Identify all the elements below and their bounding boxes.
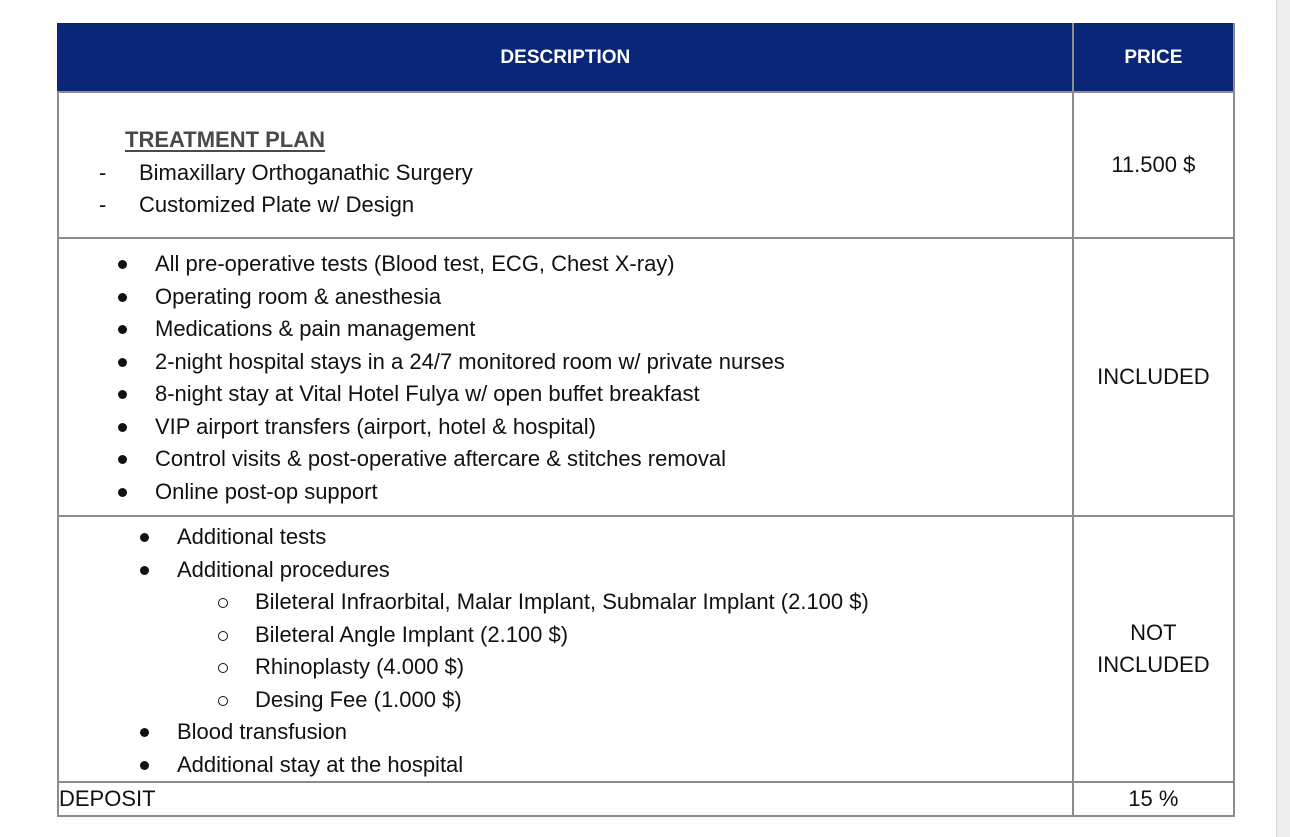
included-row <box>58 238 1234 516</box>
treatment-plan-cell <box>58 92 1073 238</box>
list-item: Operating room & anesthesia <box>155 281 1072 314</box>
not-included-price <box>1073 516 1234 782</box>
not-included-row <box>58 516 1234 782</box>
list-item: VIP airport transfers (airport, hotel & hospital) <box>155 411 1072 444</box>
plan-price: 11.500 $ <box>1073 92 1234 238</box>
treatment-plan-row <box>58 92 1234 238</box>
deposit-value: 15 % <box>1073 782 1234 816</box>
list-item: Additional tests <box>177 521 1072 554</box>
sub-list-item: Desing Fee (1.000 $) <box>255 684 1072 717</box>
not-included-price-line1: NOT <box>1130 620 1177 645</box>
not-included-cell <box>58 516 1073 782</box>
not-included-list <box>59 517 1072 781</box>
list-item: All pre-operative tests (Blood test, ECG, Chest X-ray) <box>155 248 1072 281</box>
list-item: 8-night stay at Vital Hotel Fulya w/ open buffet breakfast <box>155 378 1072 411</box>
treatment-plan-title: TREATMENT PLAN <box>125 127 326 152</box>
deposit-row <box>58 782 1234 816</box>
price-header: PRICE <box>1073 24 1234 92</box>
included-list <box>59 246 1072 508</box>
list-item: Online post-op support <box>155 476 1072 509</box>
plan-item: - Bimaxillary Orthoganathic Surgery <box>99 160 473 185</box>
sub-list-item: Bileteral Infraorbital, Malar Implant, Submalar Implant (2.100 $) <box>255 586 1072 619</box>
sub-list-item: Rhinoplasty (4.000 $) <box>255 651 1072 684</box>
not-included-price-line2: INCLUDED <box>1097 652 1210 677</box>
list-item: Additional stay at the hospital <box>177 749 1072 782</box>
page-edge <box>1276 0 1290 837</box>
table-header-row <box>58 24 1234 92</box>
sub-list-item: Bileteral Angle Implant (2.100 $) <box>255 619 1072 652</box>
list-item: 2-night hospital stays in a 24/7 monitored room w/ private nurses <box>155 346 1072 379</box>
additional-procedures-list <box>177 586 1072 716</box>
list-item: Control visits & post-operative aftercare & stitches removal <box>155 443 1072 476</box>
description-header: DESCRIPTION <box>58 24 1073 92</box>
treatment-quote-table <box>57 23 1235 817</box>
included-price: INCLUDED <box>1073 238 1234 516</box>
deposit-label: DEPOSIT <box>58 782 1073 816</box>
list-item: Blood transfusion <box>177 716 1072 749</box>
plan-item: - Customized Plate w/ Design <box>99 192 415 217</box>
included-cell <box>58 238 1073 516</box>
list-item: Medications & pain management <box>155 313 1072 346</box>
list-item: Additional procedures Bileteral Infraorbital, Malar Implant, Submalar Implant (2.100 $) Bileteral Angle Implant (2.100 $) Rhinoplasty (4.000 $) Desing Fee (1.000 $) <box>177 554 1072 717</box>
